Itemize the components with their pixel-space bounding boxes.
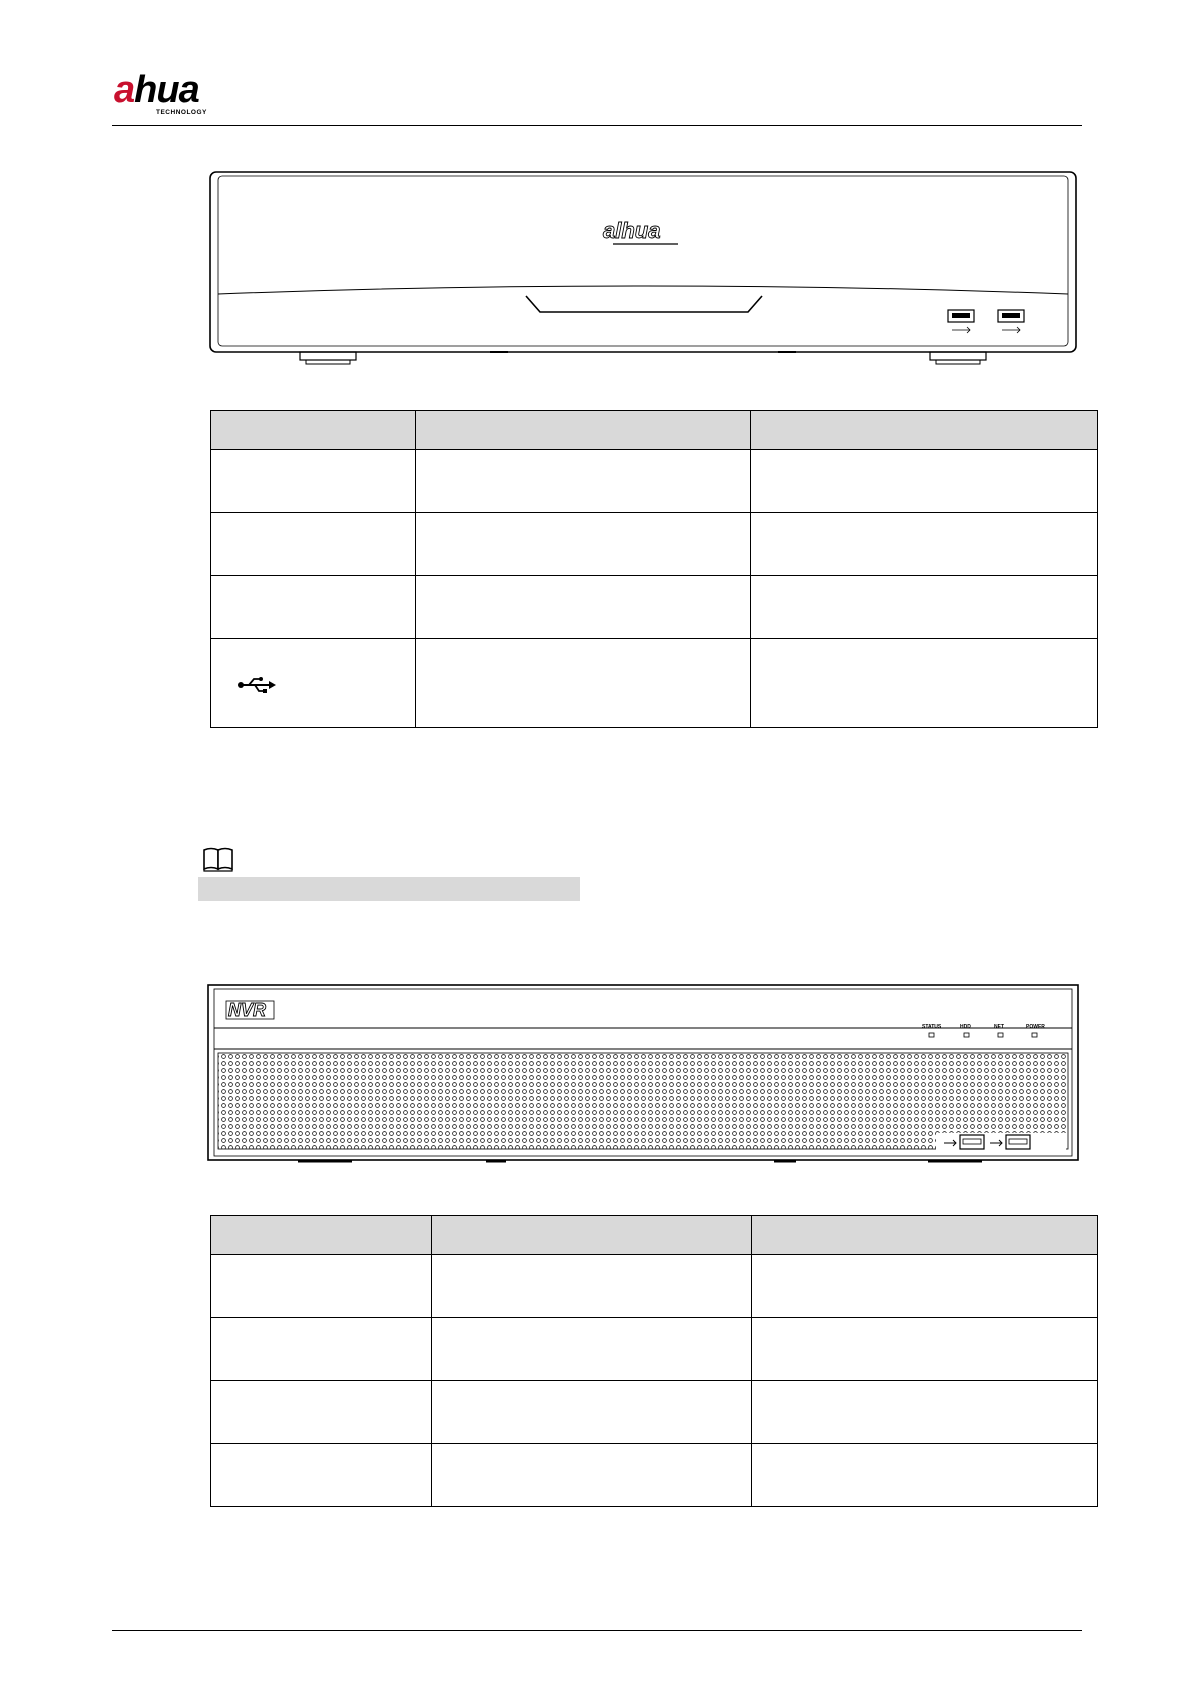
table-1-header-cell xyxy=(751,411,1098,450)
table-cell-usb xyxy=(211,639,416,728)
table-row xyxy=(211,639,1098,728)
device-front-panel-1 xyxy=(208,170,1078,365)
indicator-label: POWER xyxy=(1026,1024,1045,1030)
table-cell xyxy=(432,1318,752,1381)
table-cell xyxy=(751,513,1098,576)
table-cell xyxy=(751,576,1098,639)
table-2-header-cell xyxy=(432,1216,752,1255)
table-1-header-cell xyxy=(416,411,751,450)
table-cell xyxy=(432,1255,752,1318)
indicator-label: STATUS xyxy=(922,1024,942,1030)
table-1-header-cell xyxy=(211,411,416,450)
indicator-label: HDD xyxy=(960,1024,971,1030)
usb-icon xyxy=(237,675,277,695)
table-1 xyxy=(210,410,1098,728)
table-cell xyxy=(416,639,751,728)
page-header xyxy=(112,70,1082,128)
table-row xyxy=(211,1318,1098,1381)
table-cell xyxy=(416,450,751,513)
logo-prefix: a xyxy=(114,69,135,111)
table-cell xyxy=(211,450,416,513)
table-cell xyxy=(211,576,416,639)
table-cell xyxy=(752,1318,1098,1381)
indicator-label: NET xyxy=(994,1024,1004,1030)
table-cell xyxy=(432,1444,752,1507)
device-1-drawing xyxy=(208,170,1078,365)
table-1-header-row xyxy=(211,411,1098,450)
table-2-header-cell xyxy=(752,1216,1098,1255)
device-2-drawing xyxy=(206,983,1080,1168)
table-row xyxy=(211,1255,1098,1318)
logo-wordmark xyxy=(114,70,199,110)
table-cell xyxy=(211,513,416,576)
dahua-logo xyxy=(112,70,252,120)
device-front-panel-2 xyxy=(206,983,1080,1168)
table-cell xyxy=(751,450,1098,513)
book-icon xyxy=(202,846,236,872)
table-cell xyxy=(752,1381,1098,1444)
logo-tagline: TECHNOLOGY xyxy=(156,109,207,116)
table-2-header-row xyxy=(211,1216,1098,1255)
table-cell xyxy=(432,1381,752,1444)
table-row xyxy=(211,513,1098,576)
table-2-header-cell xyxy=(211,1216,432,1255)
header-divider xyxy=(112,125,1082,126)
table-cell xyxy=(752,1255,1098,1318)
table-row xyxy=(211,1444,1098,1507)
table-row xyxy=(211,1381,1098,1444)
table-cell xyxy=(211,1318,432,1381)
table-cell xyxy=(416,576,751,639)
table-row xyxy=(211,576,1098,639)
device-1-logo: alhua xyxy=(603,218,661,243)
table-cell xyxy=(211,1381,432,1444)
nvr-label: NVR xyxy=(228,1000,267,1020)
table-cell xyxy=(416,513,751,576)
table-2 xyxy=(210,1215,1098,1507)
logo-suffix: hua xyxy=(134,69,199,111)
table-cell xyxy=(211,1444,432,1507)
table-cell xyxy=(751,639,1098,728)
footer-divider xyxy=(112,1630,1082,1631)
table-row xyxy=(211,450,1098,513)
table-cell xyxy=(211,1255,432,1318)
note-text xyxy=(198,877,580,901)
table-cell xyxy=(752,1444,1098,1507)
